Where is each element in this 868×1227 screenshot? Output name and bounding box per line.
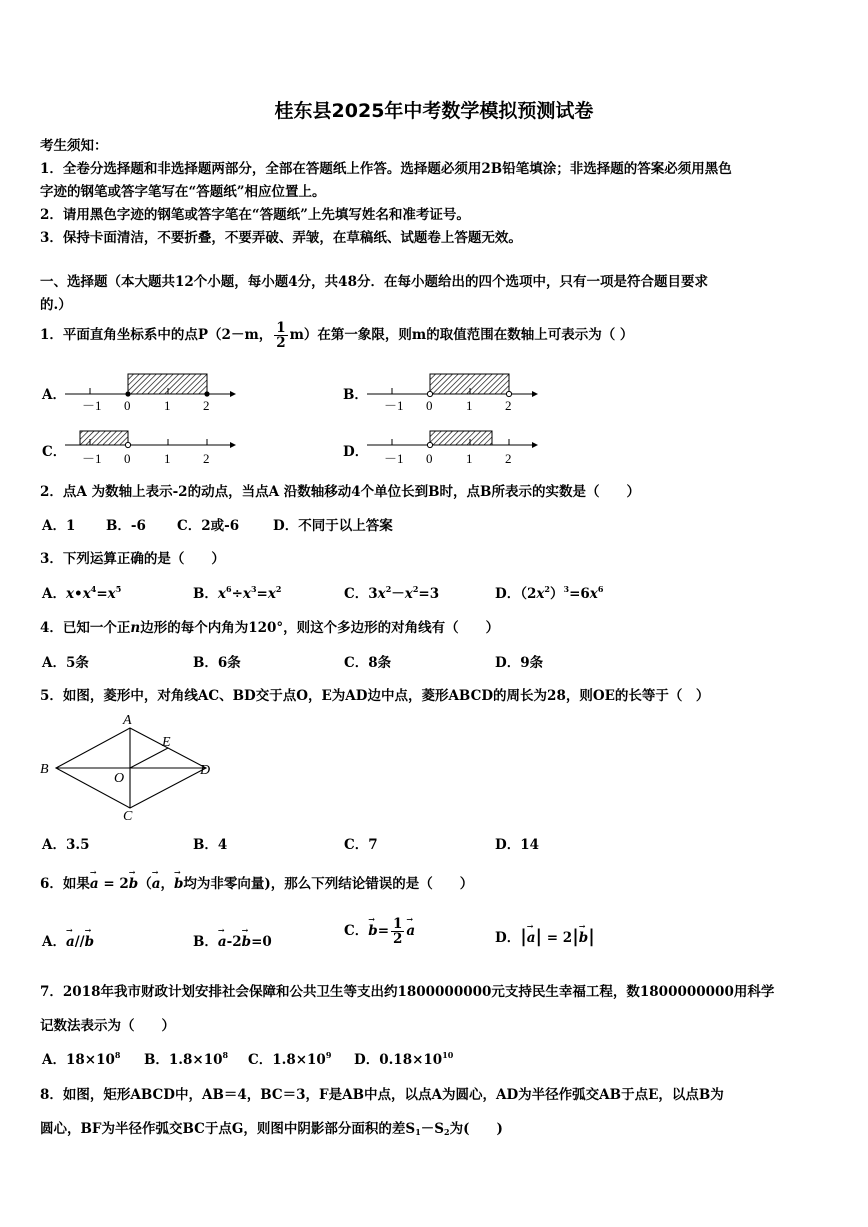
question-5: 5．如图，菱形中，对角线AC、BD交于点O，E为AD边中点，菱形ABCD的周长为28，则OE的长等于（ ） (40, 688, 710, 704)
notice-item-3: 3．保持卡面清洁，不要折叠，不要弄破、弄皱，在草稿纸、试题卷上答题无效。 (40, 230, 522, 246)
svg-text:0: 0 (124, 451, 131, 466)
rhombus-figure (38, 710, 228, 822)
q7-option-d: D．$0.18\times 10^{10}$ (354, 1050, 454, 1068)
q2-option-b: B．-6 (106, 518, 146, 534)
svg-text:－1: －1 (82, 398, 102, 413)
q1-option-d-label: D． (343, 444, 369, 460)
q3-option-d: D．$(2x^2)^3=6x^6$ (495, 584, 604, 602)
svg-text:1: 1 (466, 398, 473, 413)
notice-item-2: 2．请用黑色字迹的钢笔或答字笔在“答题纸”上先填写姓名和准考证号。 (40, 207, 470, 223)
section-heading-cont: 的.） (40, 297, 72, 313)
q3-option-c: C．$3x^2-x^2=3$ (344, 584, 440, 602)
question-1: 1．平面直角坐标系中的点P（2－m， $\frac{1}{2}$ m）在第一象限，则m的取值范围在数轴上可表示为（ ） (40, 320, 634, 351)
section-heading: 一、选择题（本大题共12个小题，每小题4分，共48分．在每小题给出的四个选项中，只有一项是符合题目要求 (40, 274, 708, 290)
q7-option-c: C．$1.8\times 10^9$ (248, 1050, 332, 1068)
svg-text:2: 2 (203, 398, 210, 413)
q5-option-a: A．3.5 (42, 837, 90, 853)
svg-text:－1: －1 (384, 451, 404, 466)
q1-option-b-numberline (362, 368, 542, 418)
q4-option-c: C．8条 (344, 655, 392, 671)
svg-text:－1: －1 (82, 451, 102, 466)
notice-item-1: 1．全卷分选择题和非选择题两部分，全部在答题纸上作答。选择题必须用2B铅笔填涂；非选择题的答案必须用黑色 (40, 161, 732, 177)
svg-text:C: C (123, 809, 133, 822)
q5-option-c: C．7 (344, 837, 378, 853)
question-4: 4．已知一个正n边形的每个内角为120°，则这个多边形的对角线有（ ） (40, 620, 500, 636)
q5-option-d: D．14 (495, 837, 539, 853)
question-8-cont: 圆心，BF为半径作弧交BC于点G，则图中阴影部分面积的差$S_1-S_2$为( ) (40, 1121, 503, 1137)
q7-option-a: A．$18\times 10^8$ (42, 1050, 121, 1068)
fraction: $\frac{1}{2}$ (276, 320, 286, 351)
q4-option-d: D．9条 (495, 655, 544, 671)
question-7-cont: 记数法表示为（ ） (40, 1018, 175, 1034)
svg-text:1: 1 (164, 451, 171, 466)
q1-option-b-label: B． (343, 387, 368, 403)
svg-text:0: 0 (124, 398, 131, 413)
question-7: 7．2018年我市财政计划安排社会保障和公共卫生等支出约1800000000元支持民生幸福工程，数1800000000用科学 (40, 984, 775, 1000)
question-2: 2．点A 为数轴上表示-2的动点，当点A 沿数轴移动4个单位长到B时，点B所表示的实数是（ ） (40, 484, 640, 500)
question-8: 8．如图，矩形ABCD中，AB＝4，BC＝3，F是AB中点，以点A为圆心，AD为半径作弧交AB于点E，以点B为 (40, 1087, 724, 1103)
svg-text:1: 1 (466, 451, 473, 466)
svg-text:2: 2 (505, 398, 512, 413)
page-title: 桂东县2025年中考数学模拟预测试卷 (274, 100, 594, 122)
q1-option-c-numberline (60, 425, 240, 475)
svg-text:0: 0 (426, 398, 433, 413)
svg-text:E: E (162, 735, 171, 750)
notice-heading: 考生须知： (40, 138, 108, 154)
question-6: 6．如果→ a = 2→ b（→ a，→ b均为非零向量)，那么下列结论错误的是（ ） (40, 872, 473, 892)
q4-option-b: B．6条 (193, 655, 241, 671)
q6-option-c: C．→ b= $\frac{1}{2}$ → a (344, 917, 415, 946)
svg-text:B: B (40, 762, 49, 777)
q6-option-b: B．→ a-2→ b=0 (193, 930, 272, 950)
q6-option-a: A．→ a//→ b (42, 930, 94, 950)
q1-option-d-numberline (362, 425, 542, 475)
q3-option-b: B．$x^6\div x^3=x^2$ (193, 584, 282, 602)
svg-text:0: 0 (426, 451, 433, 466)
q2-option-d: D．不同于以上答案 (273, 518, 393, 534)
q3-option-a: A．$x•x^4=x^5$ (42, 584, 122, 602)
svg-text:A: A (123, 713, 132, 728)
q1-option-c-label: C． (42, 444, 67, 460)
svg-text:2: 2 (505, 451, 512, 466)
notice-item-1-cont: 字迹的钢笔或答字笔写在“答题纸”相应位置上。 (40, 184, 326, 200)
svg-text:O: O (114, 771, 125, 786)
q1-option-a-numberline (60, 368, 240, 418)
svg-text:1: 1 (164, 398, 171, 413)
q7-option-b: B．$1.8\times 10^8$ (144, 1050, 229, 1068)
svg-text:－1: －1 (384, 398, 404, 413)
q5-option-b: B．4 (193, 837, 228, 853)
q4-option-a: A．5条 (42, 655, 89, 671)
svg-text:2: 2 (203, 451, 210, 466)
svg-text:D: D (200, 763, 211, 778)
q1-option-a-label: A． (42, 387, 66, 403)
q2-option-c: C．2或-6 (177, 518, 240, 534)
q2-option-a: A．1 (42, 518, 76, 534)
question-3: 3．下列运算正确的是（ ） (40, 551, 225, 567)
q6-option-d: D．|→ a| = 2|→ b| (495, 926, 595, 947)
